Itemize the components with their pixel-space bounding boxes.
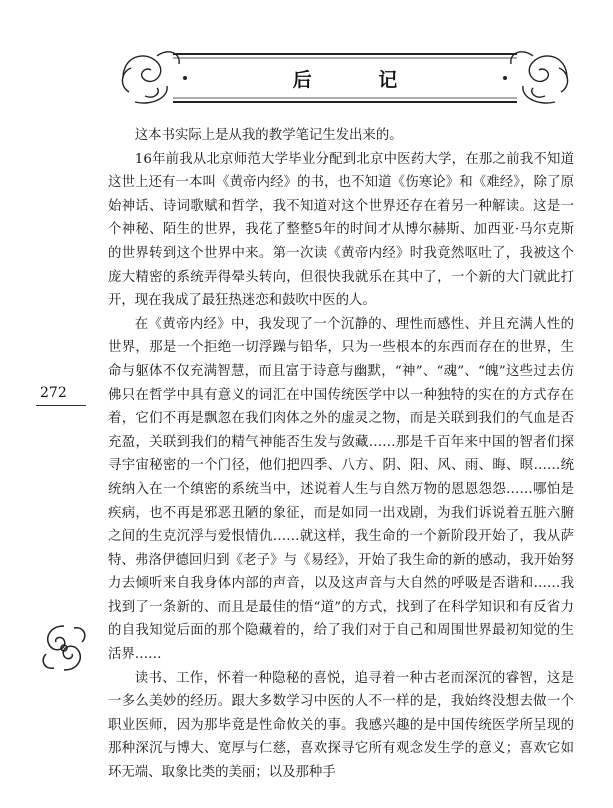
paragraph-3: 在《黄帝内经》中，我发现了一个沉静的、理性而感性、并且充满人性的世界，那是一个拒绝一切浮躁与铅华，只为一些根本的东西而存在的世界，生命与躯体不仅充满智慧，而且富于诗意与幽默，“神”、“魂”、“魄”这些过去仿佛只在哲学中具有意义的词汇在中国传统医学中以一种独特的实在的方式存在着，它们不再是飘忽在我们肉体之外的虚灵之物，而是关联到我们的气血是否充盈，关联到我们的精气神能否生发与敛藏……那是千百年来中国的智者们探寻宇宙秘密的一个门径，他们把四季、八方、阴、阳、风、雨、晦、暝……统统纳入在一个缜密的系统当中，述说着人生与自然万物的恩恩怨怨……哪怕是疾病，也不再是邪恶丑陋的象征，而是如同一出戏剧，为我们诉说着五脏六腑之间的生克沉浮与爱恨情仇……就这样，我生命的一个新阶段开始了，我从萨特、弗洛伊德回归到《老子》与《易经》，开始了我生命的新的感动，我开始努力去倾听来自我身体内部的声音，以及这声音与大自然的呼吸是否谐和……我找到了一条新的、而且是最佳的悟“道”的方式，找到了在科学知识和有反省力的自我知觉后面的那个隐藏着的，给了我们对于自己和周围世界最初知觉的生活界…… (108, 316, 574, 663)
paragraph-4: 读书、工作，怀着一种隐秘的喜悦，追寻着一种古老而深沉的睿智，这是一多么美妙的经历。跟大多数学习中医的人不一样的是，我始终没想去做一个职业医师，因为那毕竟是性命攸关的事。我感兴趣的是中国传统医学所呈现的那种深沉与博大、宽厚与仁慈，喜欢探寻它所有观念发生学的意义；喜欢它如环无端、取象比类的美丽；以及那种手 (108, 670, 574, 781)
cloud-side-ornament-icon (36, 620, 92, 676)
chapter-title-banner (115, 42, 575, 114)
paragraph-2: 16年前我从北京师范大学毕业分配到北京中医药大学，在那之前我不知道这世上还有一本叫《黄帝内经》的书，也不知道《伤寒论》和《难经》，除了原始神话、诗词歌赋和哲学，我不知道对这个世界还存在着另一种解读。这是一个神秘、陌生的世界，我花了整整5年的时间才从博尔赫斯、加西亚·马尔克斯的世界转到这个世界中来。第一次读《黄帝内经》时我竟然呕吐了，我被这个庞大精密的系统弄得晕头转向，但很快我就乐在其中了，一个新的大门就此打开，现在我成了最狂热迷恋和鼓吹中医的人。 (108, 151, 574, 309)
page-number: 272 (40, 385, 67, 401)
paragraph-1: 这本书实际上是从我的教学笔记生发出来的。 (134, 128, 403, 143)
page-number-divider (36, 405, 86, 406)
afterword-body (108, 124, 574, 785)
chapter-title: 后 记 (292, 68, 428, 91)
